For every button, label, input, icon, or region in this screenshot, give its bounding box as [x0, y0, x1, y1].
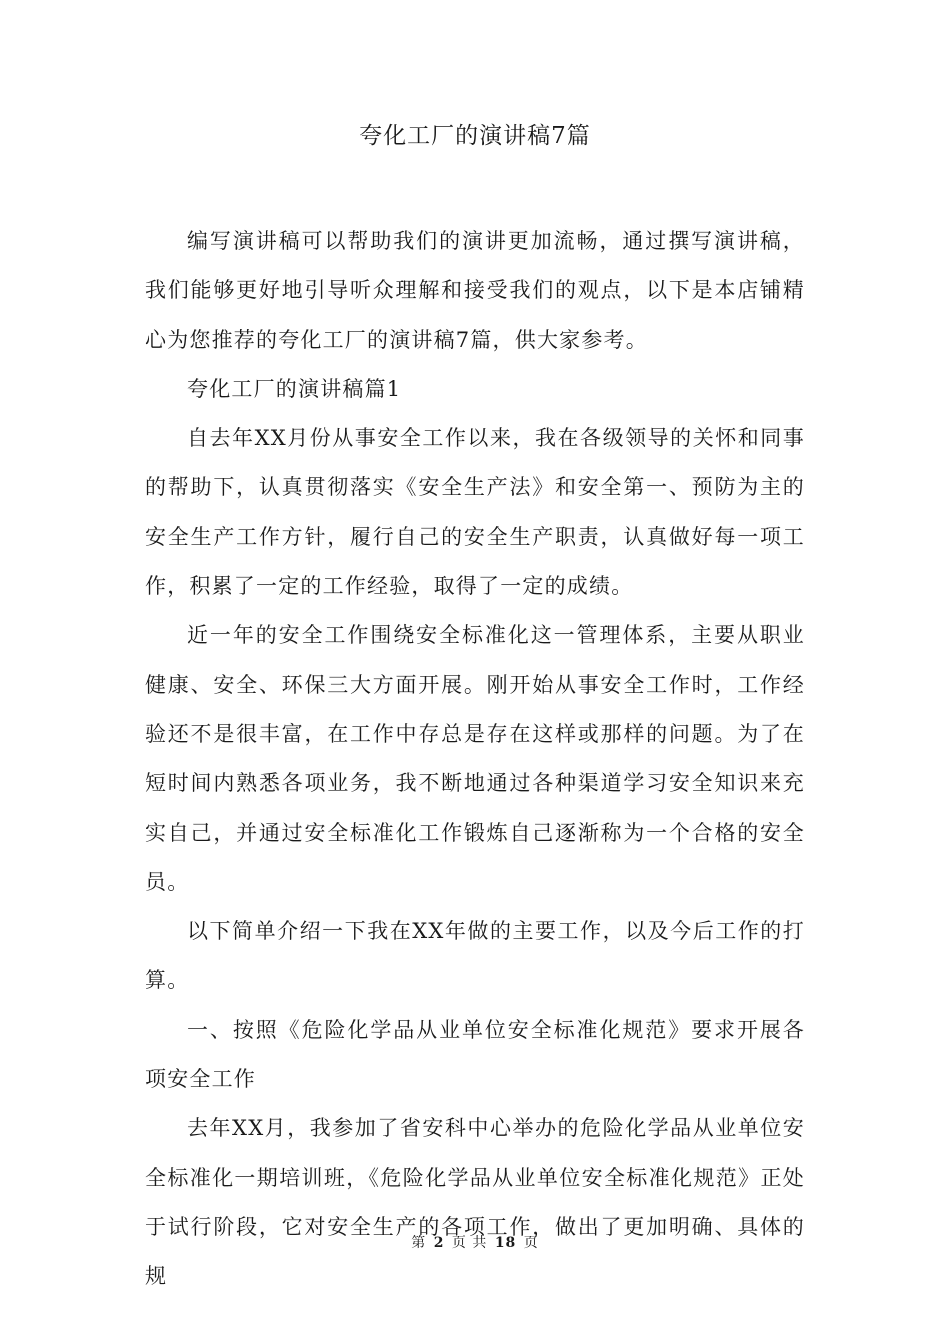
footer-middle: 页 共 — [451, 1235, 488, 1251]
paragraph: 编写演讲稿可以帮助我们的演讲更加流畅，通过撰写演讲稿，我们能够更好地引导听众理解和接受我们的观点，以下是本店铺精心为您推荐的夸化工厂的演讲稿7篇，供大家参考。 — [145, 229, 805, 352]
document-body — [145, 217, 805, 1302]
footer-total-pages: 18 — [494, 1235, 517, 1251]
footer-suffix: 页 — [523, 1235, 539, 1251]
paragraph: 以下简单介绍一下我在XX年做的主要工作，以及今后工作的打算。 — [145, 919, 805, 993]
footer-prefix: 第 — [411, 1235, 427, 1251]
paragraph: 自去年XX月份从事安全工作以来，我在各级领导的关怀和同事的帮助下，认真贯彻落实《安全生产法》和安全第一、预防为主的安全生产工作方针，履行自己的安全生产职责，认真做好每一项工作，积累了一定的工作经验，取得了一定的成绩。 — [145, 426, 805, 599]
document-title: 夸化工厂的演讲稿7篇 — [359, 123, 591, 149]
paragraph: 一、按照《危险化学品从业单位安全标准化规范》要求开展各项安全工作 — [145, 1017, 805, 1092]
page-footer — [0, 1232, 950, 1252]
section-heading: 夸化工厂的演讲稿篇1 — [187, 376, 402, 401]
footer-page-number: 2 — [433, 1235, 445, 1251]
paragraph: 去年XX月，我参加了省安科中心举办的危险化学品从业单位安全标准化一期培训班，《危险化学品从业单位安全标准化规范》正处于试行阶段，它对安全生产的各项工作，做出了更加明确、具体的规 — [145, 1116, 805, 1289]
paragraph: 近一年的安全工作围绕安全标准化这一管理体系，主要从职业健康、安全、环保三大方面开展。刚开始从事安全工作时，工作经验还不是很丰富，在工作中存总是存在这样或那样的问题。为了在短时间内熟悉各项业务，我不断地通过各种渠道学习安全知识来充实自己，并通过安全标准化工作锻炼自己逐渐称为一个合格的安全员。 — [145, 623, 805, 894]
